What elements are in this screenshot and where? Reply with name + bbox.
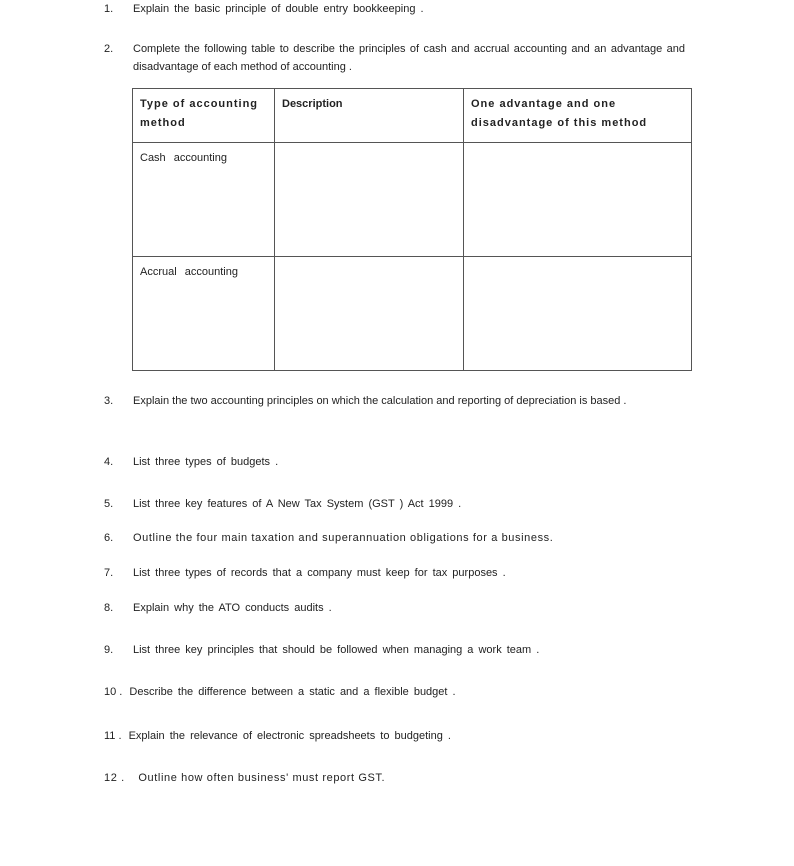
- cell-description[interactable]: [275, 143, 464, 257]
- question-text: Explain why the ATO conducts audits .: [133, 602, 332, 614]
- question-text: List three key features of A New Tax System (GST ) Act 1999 .: [133, 498, 462, 510]
- accounting-methods-table: [132, 88, 692, 371]
- question-text: Explain the two accounting principles on which the calculation and reporting of depreciation is based .: [133, 395, 627, 407]
- question-11: [104, 727, 694, 745]
- table-header-row: [133, 89, 692, 143]
- question-text: Explain the basic principle of double entry bookkeeping .: [133, 3, 424, 15]
- question-number: 7.: [104, 567, 114, 579]
- question-10: [104, 683, 694, 701]
- question-number: 1.: [104, 3, 114, 15]
- question-text: List three types of budgets .: [133, 456, 279, 468]
- header-method: Type of accounting method: [133, 89, 275, 143]
- question-number: 4.: [104, 456, 114, 468]
- question-number: 10 .: [104, 686, 123, 698]
- question-text: Describe the difference between a static and a flexible budget .: [129, 686, 456, 698]
- question-number: 9.: [104, 644, 114, 656]
- question-number: 8.: [104, 602, 114, 614]
- question-number: 6.: [104, 532, 114, 544]
- question-12: [104, 769, 694, 787]
- question-text: List three types of records that a company must keep for tax purposes .: [133, 567, 506, 579]
- table-row: [133, 143, 692, 257]
- cell-method: Accrual accounting: [133, 257, 275, 371]
- header-description: Description: [275, 89, 464, 143]
- question-number: 11 .: [104, 730, 122, 742]
- question-number: 5.: [104, 498, 114, 510]
- question-text: Outline the four main taxation and superannuation obligations for a business.: [133, 532, 554, 544]
- question-text: Explain the relevance of electronic spreadsheets to budgeting .: [128, 730, 451, 742]
- cell-advantage[interactable]: [464, 143, 692, 257]
- table-row: [133, 257, 692, 371]
- question-number: 12 .: [104, 772, 125, 784]
- cell-advantage[interactable]: [464, 257, 692, 371]
- question-text: Complete the following table to describe the principles of cash and accrual accounting and an advantage and disadvantage of each method of accounting .: [133, 43, 685, 73]
- question-text: Outline how often business' must report GST.: [138, 772, 386, 784]
- question-text: List three key principles that should be followed when managing a work team .: [133, 644, 540, 656]
- cell-description[interactable]: [275, 257, 464, 371]
- cell-method: Cash accounting: [133, 143, 275, 257]
- header-advantage: One advantage and one disadvantage of this method: [464, 89, 692, 143]
- question-number: 2.: [104, 43, 114, 55]
- question-number: 3.: [104, 395, 114, 407]
